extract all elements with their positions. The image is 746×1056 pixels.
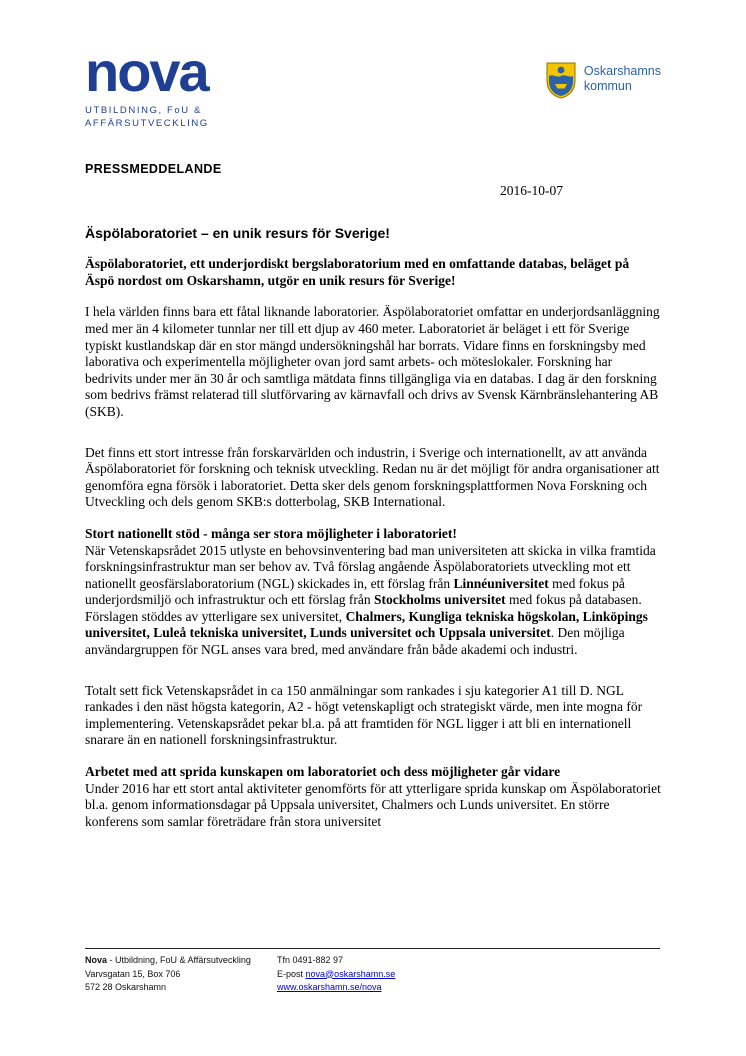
footer-phone: Tfn 0491-882 97 — [277, 955, 344, 965]
footer-website-link[interactable]: www.oskarshamn.se/nova — [277, 982, 382, 992]
footer-address-column — [85, 954, 277, 995]
footer-address-line1: Varvsgatan 15, Box 706 — [85, 968, 181, 979]
footer-email-label: E-post — [277, 968, 304, 979]
footer-email-line — [277, 968, 395, 982]
paragraph-ranking: Totalt sett fick Vetenskapsrådet in ca 150 anmälningar som rankades i sju kategorier A1 till D. NGL rankades i den näst högsta kategorin, A2 - högt vetenskapligt och strategiskt värde, men inte mogna för implementering. Vetenskapsrådet pekar bl.a. på att framtiden för NGL ligger i att bli en internationell snarare än en nationell forskningsinfrastruktur. — [85, 682, 643, 748]
nova-logo — [85, 40, 209, 130]
paragraph-research-interest: Det finns ett stort intresse från forskarvärlden och industrin, i Sverige och internationellt, av att använda Äspölaboratoriet för forskning och teknisk utveckling. Redan nu är det möjligt för andra organisationer att genomföra egna försök i laboratoriet. Detta sker dels genom forskningsplattformen Nova Forskning och Utveckling och dels genom SKB:s dotterbolag, SKB International. — [85, 444, 660, 510]
oskarshamn-coat-of-arms-icon — [546, 62, 576, 99]
footer-address-line2: 572 28 Oskarshamn — [85, 982, 167, 992]
paragraph-world-labs: I hela världen finns bara ett fåtal liknande laboratorier. Äspölaboratoriet omfattar en underjordsanläggning med mer än 4 kilometer tunnlar ner till ett djup av 460 meter. Laboratoriet är beläget i ett för Sverige typiskt kustlandskap där en stor mängd undersökningshål har borrats. Vidare finns en forskningsby med laborativa och experimentella möjligheter ovan jord samt arbets- och möteslokaler. Forskning har bedrivits under mer än 30 år och samtliga mätdata finns tillgängliga via en databas. I dag är den forskning som bedrivs främst relaterad till slutförvaring av kärnavfall och drivs av Svensk Kärnbränslehantering AB (SKB). — [85, 304, 660, 419]
section-national-support — [85, 526, 661, 659]
footer-contact-column — [277, 954, 395, 995]
article-title: Äspölaboratoriet – en unik resurs för Sverige! — [85, 225, 390, 242]
municipality-name-line2: kommun — [583, 79, 632, 93]
nova-logo-tagline — [85, 104, 209, 131]
paragraph-activities-2016: Under 2016 har ett stort antal aktiviteter genomförts för att ytterligare sprida kunskap om Äspölaboratoriet bl.a. genom informationsdagar på Uppsala universitet, Chalmers och Lunds universitet. En större konferens som samlar företrädare från stora universitet — [85, 780, 661, 829]
section-heading-spreading-knowledge: Arbetet med att sprida kunskapen om laboratoriet och dess möjligheter går vidare — [85, 764, 561, 780]
municipality-logo — [546, 62, 661, 99]
document-header — [85, 40, 661, 130]
footer-website-line — [277, 981, 395, 995]
municipality-name — [584, 64, 661, 94]
nova-logo-tagline-line1: UTBILDNING, FoU & — [85, 104, 202, 116]
section-heading-national-support: Stort nationellt stöd - många ser stora möjligheter i laboratoriet! — [85, 525, 457, 541]
footer-company-name: Nova — [85, 955, 108, 965]
footer-email-link[interactable]: nova@oskarshamn.se — [305, 968, 396, 979]
paragraph-university-proposals: När Vetenskapsrådet 2015 utlyste en behovsinventering bad man universiteten att skicka in vilka framtida forskningsinfrastruktur man ser behov av. Två förslag angående Äspölaboratoriets utveckling mot ett nationellt geosfärslaboratorium (NGL) skickades in, ett förslag från Linnéuniversitet med fokus på underjordsmiljö och infrastruktur och ett förslag från Stockholms universitet med fokus på databasen. Förslagen stöddes av ytterligare sex universitet, Chalmers, Kungliga tekniska högskolan, Linköpings universitet, Luleå tekniska universitet, Lunds universitet och Uppsala universitet. Den möjliga användargruppen för NGL anses vara bred, med användare från både akademi och industri. — [85, 542, 656, 658]
page-footer — [85, 948, 660, 995]
municipality-name-line1: Oskarshamns — [583, 64, 661, 78]
footer-company-suffix: - Utbildning, FoU & Affärsutveckling — [107, 955, 251, 965]
footer-divider — [85, 948, 660, 949]
footer-columns — [85, 954, 660, 995]
document-date: 2016-10-07 — [500, 183, 563, 199]
nova-logo-wordmark: nova — [85, 40, 208, 103]
article-lead: Äspölaboratoriet, ett underjordiskt bergslaboratorium med en omfattande databas, beläget på Äspö nordost om Oskarshamn, utgör en unik resurs för Sverige! — [85, 256, 630, 288]
footer-company-line — [85, 954, 277, 968]
nova-logo-tagline-line2: AFFÄRSUTVECKLING — [85, 117, 209, 129]
document-type-label: PRESSMEDDELANDE — [85, 162, 222, 177]
section-spreading-knowledge — [85, 764, 661, 830]
